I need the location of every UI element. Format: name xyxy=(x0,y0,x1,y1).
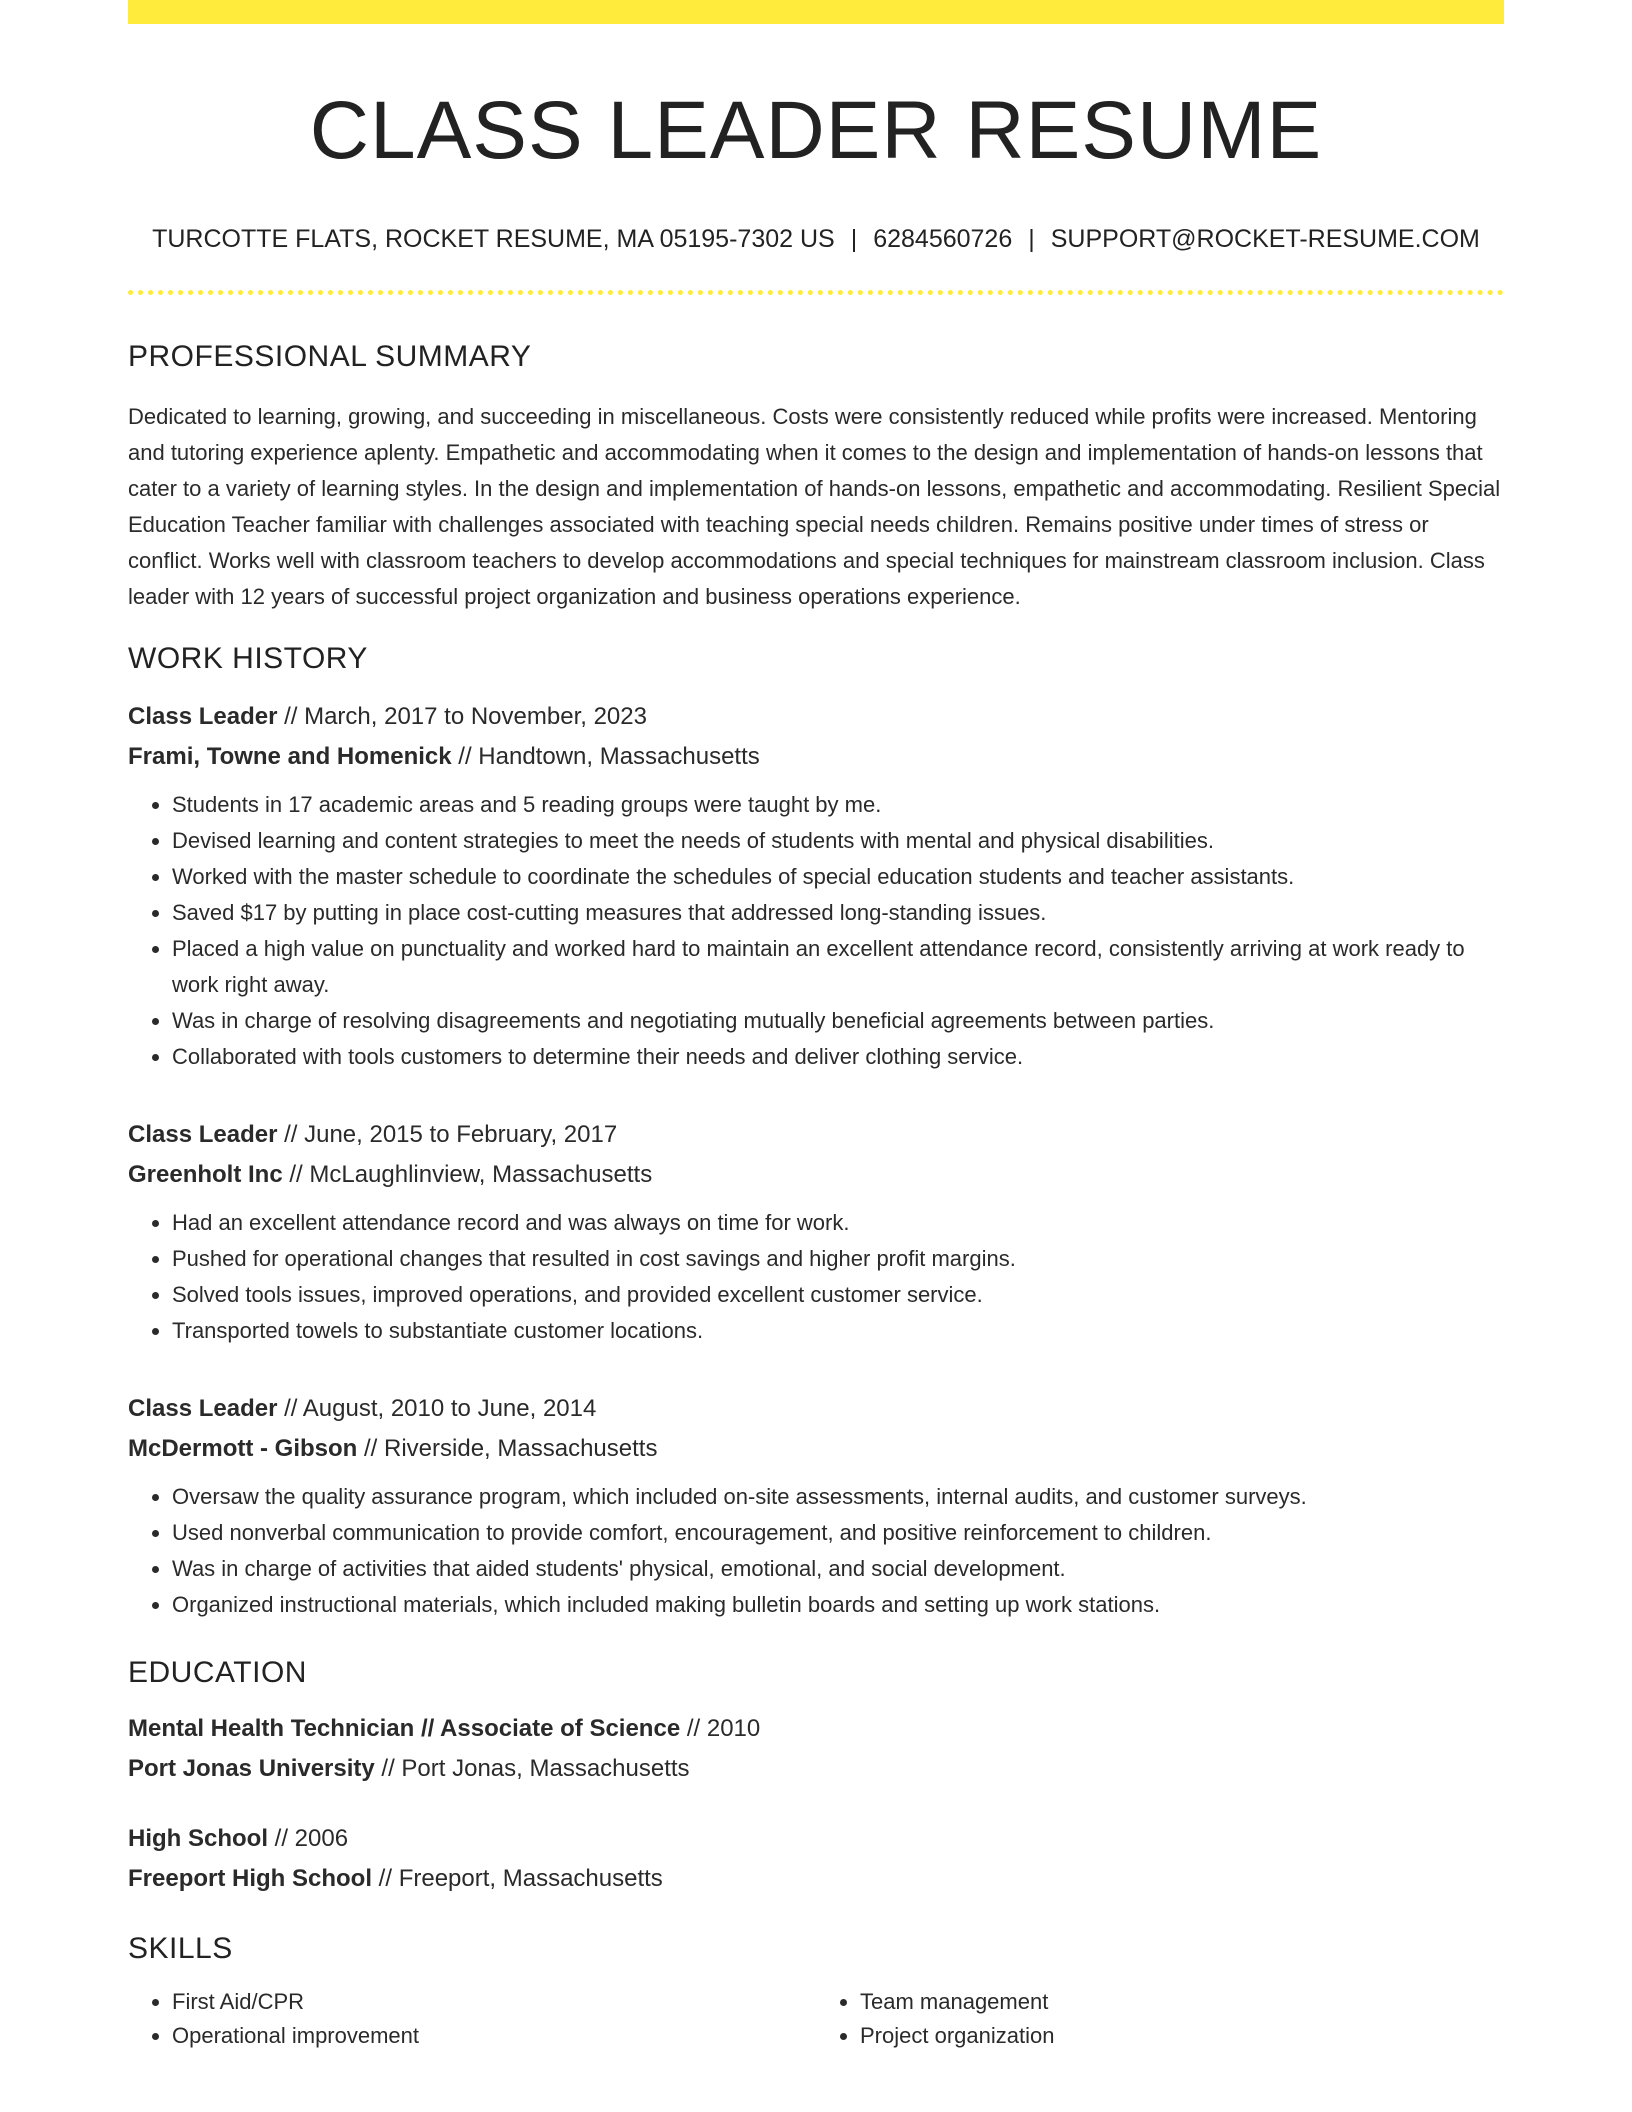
job-title-line xyxy=(128,1389,1504,1429)
accent-top-bar xyxy=(128,0,1504,24)
education-entry xyxy=(128,1819,1504,1899)
education-degree: High School xyxy=(128,1825,268,1853)
section-heading-skills: SKILLS xyxy=(128,1932,233,1966)
list-item: • Students in 17 academic areas and 5 reading groups were taught by me. xyxy=(172,787,1504,823)
job-company-line xyxy=(128,737,1504,777)
list-item: • Saved $17 by putting in place cost-cutting measures that addressed long-standing issues. xyxy=(172,895,1504,931)
education-school-line xyxy=(128,1749,1504,1789)
job-entry xyxy=(128,697,1504,1075)
job-company: Frami, Towne and Homenick xyxy=(128,743,452,771)
education-school: Port Jonas University xyxy=(128,1755,375,1783)
list-item: • Organized instructional materials, which included making bulletin boards and setting up work stations. xyxy=(172,1587,1504,1623)
job-bullets xyxy=(128,1205,1504,1349)
skill-item: • First Aid/CPR xyxy=(172,1985,816,2019)
list-item: • Placed a high value on punctuality and worked hard to maintain an excellent attendance record, consistently arriving at work ready to work right away. xyxy=(172,931,1504,1003)
education-year: // 2010 xyxy=(680,1715,761,1743)
list-item: • Solved tools issues, improved operations, and provided excellent customer service. xyxy=(172,1277,1504,1313)
skill-item: • Operational improvement xyxy=(172,2019,816,2053)
contact-separator: | xyxy=(850,225,858,254)
contact-phone: 6284560726 xyxy=(873,225,1013,254)
education-entry xyxy=(128,1709,1504,1789)
job-bullets xyxy=(128,1479,1504,1623)
dotted-divider xyxy=(128,290,1504,295)
section-heading-education: EDUCATION xyxy=(128,1656,307,1690)
job-entry xyxy=(128,1389,1504,1623)
skill-item: • Project organization xyxy=(860,2019,1504,2053)
summary-text: Dedicated to learning, growing, and succeeding in miscellaneous. Costs were consistently reduced while profits were increased. Mentoring and tutoring experience aplenty. Empathetic and accommodating when it comes to the design and implementation of hands-on lessons that cater to a variety of learning styles. In the design and implementation of hands-on lessons, empathetic and accommodating. Resilient Special Education Teacher familiar with challenges associated with teaching special needs children. Remains positive under times of stress or conflict. Works well with classroom teachers to develop accommodations and special techniques for mainstream classroom inclusion. Class leader with 12 years of successful project organization and business operations experience. xyxy=(128,404,1501,610)
job-title: Class Leader xyxy=(128,1121,278,1149)
list-item: • Oversaw the quality assurance program, which included on-site assessments, internal audits, and customer surveys. xyxy=(172,1479,1504,1515)
contact-line xyxy=(128,224,1504,254)
education-degree-line xyxy=(128,1819,1504,1859)
job-location: // Handtown, Massachusetts xyxy=(451,743,760,771)
job-entry xyxy=(128,1115,1504,1349)
list-item: • Was in charge of resolving disagreements and negotiating mutually beneficial agreements between parties. xyxy=(172,1003,1504,1039)
skill-item: • Team management xyxy=(860,1985,1504,2019)
education-year: // 2006 xyxy=(268,1825,349,1853)
job-dates: // March, 2017 to November, 2023 xyxy=(277,703,647,731)
contact-address: TURCOTTE FLATS, ROCKET RESUME, MA 05195-7302 US xyxy=(152,225,835,254)
list-item: • Worked with the master schedule to coordinate the schedules of special education students and teacher assistants. xyxy=(172,859,1504,895)
education-location: // Freeport, Massachusetts xyxy=(372,1865,663,1893)
job-company-line xyxy=(128,1429,1504,1469)
education-degree: Mental Health Technician // Associate of Science xyxy=(128,1715,681,1743)
skills-list-right xyxy=(816,1985,1504,2053)
contact-separator: | xyxy=(1028,225,1035,254)
list-item: • Had an excellent attendance record and was always on time for work. xyxy=(172,1205,1504,1241)
education-school-line xyxy=(128,1859,1504,1899)
education-school: Freeport High School xyxy=(128,1865,373,1893)
job-bullets xyxy=(128,787,1504,1075)
contact-email: SUPPORT@ROCKET-RESUME.COM xyxy=(1050,225,1480,254)
job-title: Class Leader xyxy=(128,703,278,731)
resume-title: CLASS LEADER RESUME xyxy=(309,85,1323,176)
list-item: • Collaborated with tools customers to determine their needs and deliver clothing service. xyxy=(172,1039,1504,1075)
resume-page xyxy=(128,0,1504,2053)
job-location: // Riverside, Massachusetts xyxy=(357,1435,658,1463)
list-item: • Was in charge of activities that aided students' physical, emotional, and social development. xyxy=(172,1551,1504,1587)
job-dates: // June, 2015 to February, 2017 xyxy=(277,1121,618,1149)
list-item: • Devised learning and content strategies to meet the needs of students with mental and physical disabilities. xyxy=(172,823,1504,859)
job-company-line xyxy=(128,1155,1504,1195)
job-dates: // August, 2010 to June, 2014 xyxy=(277,1395,597,1423)
job-company: McDermott - Gibson xyxy=(128,1435,358,1463)
job-company: Greenholt Inc xyxy=(128,1161,283,1189)
section-heading-summary: PROFESSIONAL SUMMARY xyxy=(128,340,532,374)
job-title-line xyxy=(128,1115,1504,1155)
list-item: • Pushed for operational changes that resulted in cost savings and higher profit margins. xyxy=(172,1241,1504,1277)
job-title: Class Leader xyxy=(128,1395,278,1423)
job-title-line xyxy=(128,697,1504,737)
job-location: // McLaughlinview, Massachusetts xyxy=(282,1161,653,1189)
skills-list-left xyxy=(128,1985,816,2053)
section-heading-work-history: WORK HISTORY xyxy=(128,642,368,676)
list-item: • Used nonverbal communication to provide comfort, encouragement, and positive reinforcement to children. xyxy=(172,1515,1504,1551)
education-location: // Port Jonas, Massachusetts xyxy=(374,1755,690,1783)
education-degree-line xyxy=(128,1709,1504,1749)
skills-columns xyxy=(128,1985,1504,2053)
list-item: • Transported towels to substantiate customer locations. xyxy=(172,1313,1504,1349)
